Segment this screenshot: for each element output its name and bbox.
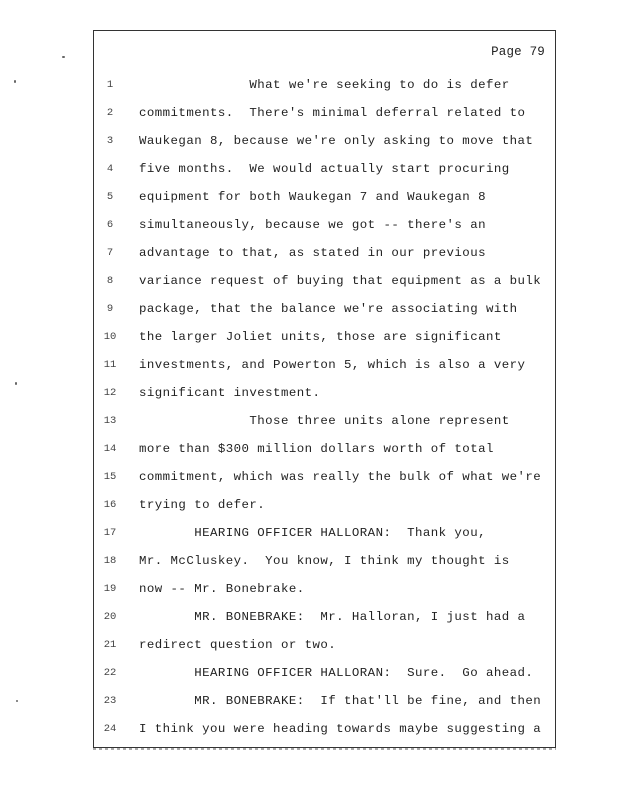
transcript-line: [94, 663, 555, 691]
line-text: the larger Joliet units, those are significant: [139, 330, 502, 344]
line-number: 11: [103, 359, 117, 371]
line-text: significant investment.: [139, 386, 321, 400]
line-number: 16: [103, 499, 117, 511]
transcript-line: [94, 691, 555, 719]
transcript-lines: [94, 75, 555, 747]
line-text: trying to defer.: [139, 498, 266, 512]
page-number: Page 79: [491, 45, 545, 59]
line-text: Waukegan 8, because we're only asking to move that: [139, 134, 534, 148]
transcript-line: [94, 271, 555, 299]
line-number: 23: [103, 695, 117, 707]
transcript-line: [94, 719, 555, 747]
line-number: 9: [106, 303, 114, 315]
line-number: 17: [103, 527, 117, 539]
line-text: simultaneously, because we got -- there's an: [139, 218, 486, 232]
line-number: 22: [103, 667, 117, 679]
line-text: now -- Mr. Bonebrake.: [139, 582, 305, 596]
line-text: MR. BONEBRAKE: Mr. Halloran, I just had a: [139, 610, 526, 624]
transcript-line: [94, 159, 555, 187]
scan-artifact: [14, 80, 16, 83]
line-text: What we're seeking to do is defer: [139, 78, 510, 92]
transcript-line: [94, 635, 555, 663]
line-text: more than $300 million dollars worth of total: [139, 442, 494, 456]
transcript-line: [94, 439, 555, 467]
line-text: commitment, which was really the bulk of what we're: [139, 470, 542, 484]
line-text: MR. BONEBRAKE: If that'll be fine, and then: [139, 694, 542, 708]
line-text: HEARING OFFICER HALLORAN: Thank you,: [139, 526, 486, 540]
transcript-line: [94, 327, 555, 355]
line-text: investments, and Powerton 5, which is also a very: [139, 358, 526, 372]
line-number: 12: [103, 387, 117, 399]
transcript-line: [94, 187, 555, 215]
line-number: 15: [103, 471, 117, 483]
line-text: HEARING OFFICER HALLORAN: Sure. Go ahead.: [139, 666, 534, 680]
line-number: 14: [103, 443, 117, 455]
line-text: advantage to that, as stated in our previous: [139, 246, 486, 260]
transcript-line: [94, 75, 555, 103]
line-number: 7: [106, 247, 114, 259]
transcript-line: [94, 607, 555, 635]
line-text: package, that the balance we're associating with: [139, 302, 518, 316]
line-number: 18: [103, 555, 117, 567]
scan-artifact: [15, 382, 17, 385]
transcript-line: [94, 383, 555, 411]
transcript-line: [94, 411, 555, 439]
line-number: 4: [106, 163, 114, 175]
line-number: 5: [106, 191, 114, 203]
line-number: 2: [106, 107, 114, 119]
line-text: Those three units alone represent: [139, 414, 510, 428]
line-number: 1: [106, 79, 114, 91]
line-number: 21: [103, 639, 117, 651]
line-text: I think you were heading towards maybe suggesting a: [139, 722, 542, 736]
transcript-line: [94, 551, 555, 579]
line-text: redirect question or two.: [139, 638, 337, 652]
transcript-line: [94, 523, 555, 551]
transcript-line: [94, 355, 555, 383]
transcript-line: [94, 579, 555, 607]
transcript-line: [94, 243, 555, 271]
line-text: commitments. There's minimal deferral related to: [139, 106, 526, 120]
line-number: 3: [106, 135, 114, 147]
transcript-line: [94, 299, 555, 327]
transcript-line: [94, 215, 555, 243]
scan-bottom-edge: [93, 748, 556, 750]
line-number: 8: [106, 275, 114, 287]
line-number: 20: [103, 611, 117, 623]
transcript-page: [93, 30, 556, 748]
line-number: 24: [103, 723, 117, 735]
line-number: 13: [103, 415, 117, 427]
transcript-line: [94, 103, 555, 131]
line-text: variance request of buying that equipment as a bulk: [139, 274, 542, 288]
transcript-line: [94, 131, 555, 159]
scan-artifact: [62, 56, 65, 58]
scan-artifact: [16, 700, 18, 702]
line-number: 6: [106, 219, 114, 231]
line-text: five months. We would actually start procuring: [139, 162, 510, 176]
line-number: 10: [103, 331, 117, 343]
transcript-line: [94, 495, 555, 523]
line-number: 19: [103, 583, 117, 595]
line-text: Mr. McCluskey. You know, I think my thought is: [139, 554, 510, 568]
transcript-line: [94, 467, 555, 495]
line-text: equipment for both Waukegan 7 and Waukegan 8: [139, 190, 486, 204]
